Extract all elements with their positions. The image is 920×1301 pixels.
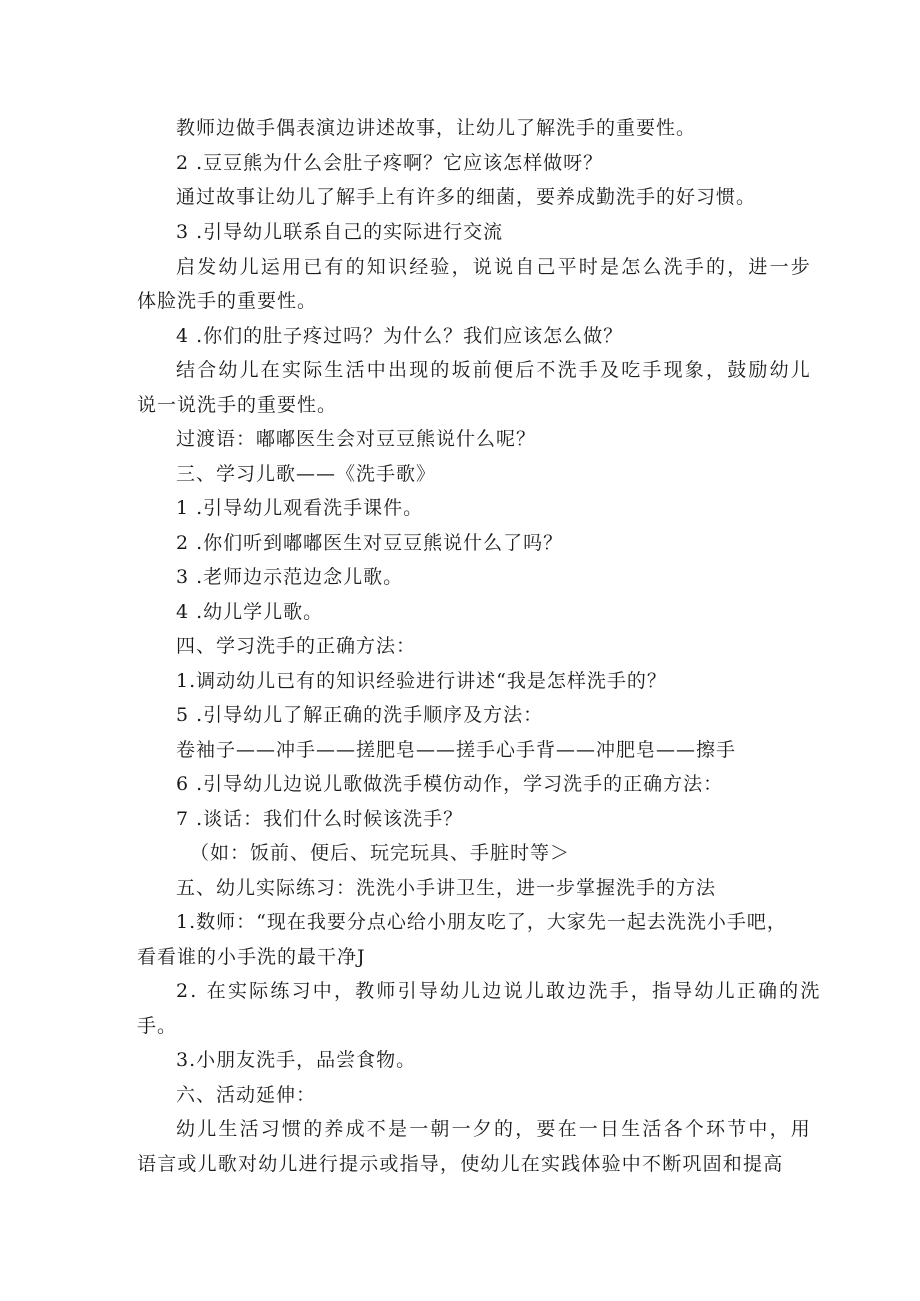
list-item: 1.调动幼儿已有的知识经验进行讲述“我是怎样洗手的？ bbox=[176, 670, 667, 692]
paragraph-line: 过渡语：嘟嘟医生会对豆豆熊说什么呢？ bbox=[176, 428, 537, 450]
list-item: 1 .引导幼儿观看洗手课件。 bbox=[176, 497, 424, 519]
paragraph-line: 看看谁的小手洗的最干净J bbox=[137, 946, 366, 968]
paragraph-line: 教师边做手偶表演边讲述故事，让幼儿了解洗手的重要性。 bbox=[176, 117, 697, 139]
list-item: 4 .你们的肚子疼过吗？为什么？我们应该怎么做？ bbox=[176, 325, 624, 347]
paragraph-line: 幼儿生活习惯的养成不是一朝一夕的，要在一日生活各个环节中，用 bbox=[176, 1118, 813, 1140]
list-item: 2 .豆豆熊为什么会肚子疼啊？它应该怎样做呀？ bbox=[176, 152, 604, 174]
paragraph-line: 结合幼儿在实际生活中出现的坂前便后不洗手及吃手现象，鼓励幼儿 bbox=[176, 359, 813, 381]
section-heading: 四、学习洗手的正确方法： bbox=[176, 635, 417, 657]
paragraph-line: 体脸洗手的重要性。 bbox=[137, 290, 318, 312]
paragraph-line: （如：饭前、便后、玩完玩具、手脏时等＞ bbox=[190, 842, 571, 864]
paragraph-line: 通过故事让幼儿了解手上有许多的细菌，要养成勤洗手的好习惯。 bbox=[176, 186, 757, 208]
paragraph-line: 启发幼儿运用已有的知识经验，说说自己平时是怎么洗手的，进一步 bbox=[176, 256, 813, 278]
paragraph-line: 语言或儿歌对幼儿进行提示或指导，使幼儿在实践体验中不断巩固和提高 bbox=[137, 1153, 784, 1175]
paragraph-line: 手。 bbox=[137, 1015, 178, 1037]
list-item: 1.数师：“现在我要分点心给小朋友吃了，大家先一起去洗洗小手吧， bbox=[176, 911, 787, 933]
list-item: 6 .引导幼儿边说儿歌做洗手模仿动作，学习洗手的正确方法： bbox=[176, 773, 724, 795]
section-heading: 五、幼儿实际练习：洗洗小手讲卫生，进一步掌握洗手的方法 bbox=[176, 877, 717, 899]
list-item: 4 .幼儿学儿歌。 bbox=[176, 601, 324, 623]
list-item: 2. 在实际练习中，教师引导幼儿边说儿敢边洗手，指导幼儿正确的洗 bbox=[176, 980, 822, 1002]
paragraph-line: 说一说洗手的重要性。 bbox=[137, 394, 338, 416]
list-item: 3.小朋友洗手，品尝食物。 bbox=[176, 1049, 417, 1071]
list-item: 3 .老师边示范边念儿歌。 bbox=[176, 566, 404, 588]
section-heading: 三、学习儿歌——《洗手歌》 bbox=[176, 463, 437, 485]
list-item: 2 .你们听到嘟嘟医生对豆豆熊说什么了吗？ bbox=[176, 532, 564, 554]
list-item: 7 .谈话：我们什么时候该洗手？ bbox=[176, 808, 464, 830]
section-heading: 六、活动延伸： bbox=[176, 1084, 317, 1106]
list-item: 5 .引导幼儿了解正确的洗手顺序及方法： bbox=[176, 704, 544, 726]
paragraph-line: 卷袖子——冲手——搓肥皂——搓手心手背——冲肥皂——擦手 bbox=[176, 739, 737, 761]
list-item: 3 .引导幼儿联系自己的实际进行交流 bbox=[176, 221, 504, 243]
